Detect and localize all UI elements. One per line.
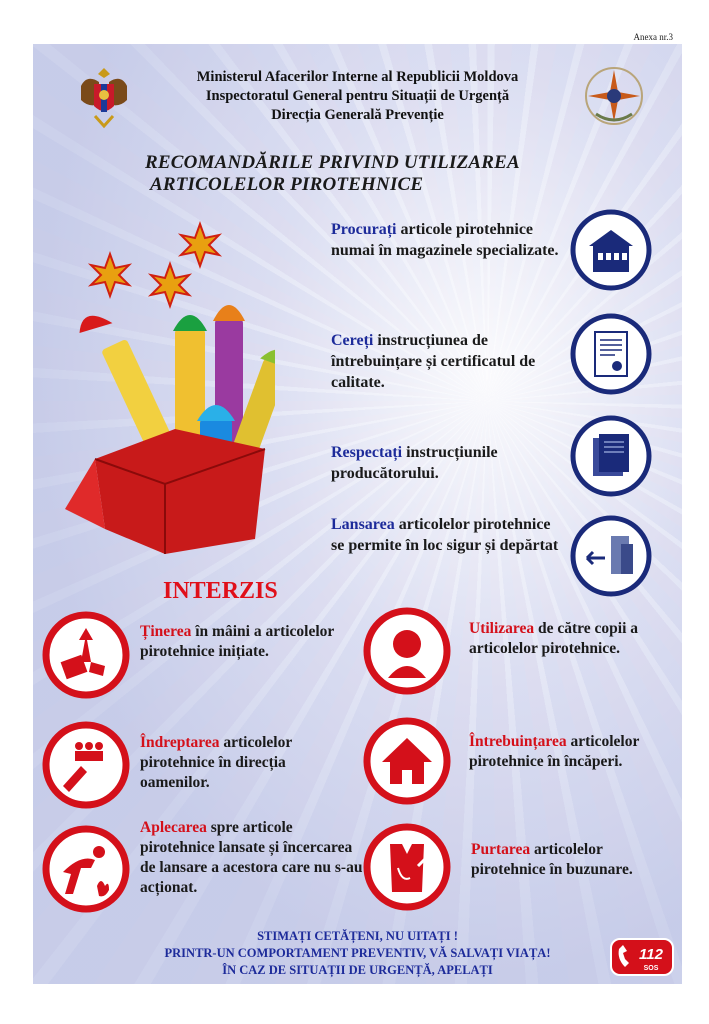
poster (33, 44, 682, 984)
fireworks-box-illustration (55, 219, 275, 554)
prohibition-aiming (140, 733, 340, 793)
footer-message (33, 928, 682, 979)
house-icon (362, 716, 452, 806)
prohibited-heading: INTERZIS (163, 578, 278, 604)
ministry-header (33, 68, 682, 125)
recommendation-buy-specialized (331, 219, 561, 261)
recommendation-respect-instructions (331, 442, 561, 484)
footer-line-3: ÎN CAZ DE SITUAȚII DE URGENȚĂ, APELAȚI (222, 963, 493, 977)
recommendation-text: articole pirotehnice numai în magazinele specializate. (331, 221, 559, 259)
emergency-number: 112 (639, 946, 663, 963)
prohibition-keyword: Aplecarea (140, 819, 207, 836)
hand-firework-icon (41, 610, 131, 700)
prohibition-keyword: Îndreptarea (140, 734, 220, 751)
prohibition-holding (140, 622, 340, 662)
prohibition-text: spre articole pirotehnice lansate și încercarea de lansare a acestora care nu s-au acționat. (140, 819, 363, 896)
leaning-person-icon (41, 824, 131, 914)
prohibition-children (469, 619, 679, 659)
prohibition-text: în mâini a articolelor pirotehnice inițiate. (140, 623, 335, 660)
recommendation-ask-instructions (331, 330, 561, 393)
pocket-icon (362, 822, 452, 912)
header-line-directorate: Direcția Generală Prevenție (271, 107, 444, 123)
prohibition-pockets (471, 840, 681, 880)
recommendation-keyword: Procurați (331, 221, 397, 238)
recommendation-text: instrucțiunea de întrebuințare și certificatul de calitate. (331, 332, 536, 391)
prohibition-text: articolelor pirotehnice în buzunare. (471, 841, 633, 878)
footer-line-1: STIMAȚI CETĂȚENI, NU UITAȚI ! (257, 929, 458, 943)
prohibition-text: de către copii a articolelor pirotehnice. (469, 620, 639, 657)
child-icon (362, 606, 452, 696)
people-target-icon (41, 720, 131, 810)
recommendation-keyword: Cereți (331, 332, 374, 349)
certificate-icon (569, 312, 653, 396)
store-icon (569, 208, 653, 292)
emergency-112-badge (609, 937, 675, 977)
prohibition-keyword: Ținerea (140, 623, 192, 640)
poster-title (145, 152, 520, 196)
distance-building-icon (569, 514, 653, 598)
header-line-inspectorate: Inspectoratul General pentru Situații de Urgență (205, 88, 510, 104)
recommendation-keyword: Lansarea (331, 516, 395, 533)
emergency-sos: SOS (643, 965, 659, 972)
prohibition-text: articolelor pirotehnice în încăperi. (469, 733, 640, 770)
manual-icon (569, 414, 653, 498)
prohibition-indoors (469, 732, 679, 772)
recommendation-text: instrucțiunile producătorului. (331, 444, 498, 482)
header-line-ministry: Ministerul Afacerilor Interne al Republicii Moldova (196, 69, 519, 85)
title-line-2: ARTICOLELOR PIROTEHNICE (150, 174, 424, 195)
recommendation-text: articolelor pirotehnice se permite în loc sigur și depărtat (331, 516, 559, 554)
prohibition-keyword: Întrebuințarea (469, 733, 567, 750)
title-line-1: RECOMANDĂRILE PRIVIND UTILIZAREA (145, 152, 520, 173)
recommendation-keyword: Respectați (331, 444, 403, 461)
recommendation-safe-launch (331, 514, 561, 556)
prohibition-keyword: Purtarea (471, 841, 531, 858)
prohibition-leaning (140, 818, 370, 898)
prohibition-text: articolelor pirotehnice în direcția oamenilor. (140, 734, 292, 791)
footer-line-2: PRINTR-UN COMPORTAMENT PREVENTIV, VĂ SALVAȚI VIAȚA! (164, 946, 551, 960)
annex-label: Anexa nr.3 (633, 32, 673, 42)
prohibition-keyword: Utilizarea (469, 620, 535, 637)
